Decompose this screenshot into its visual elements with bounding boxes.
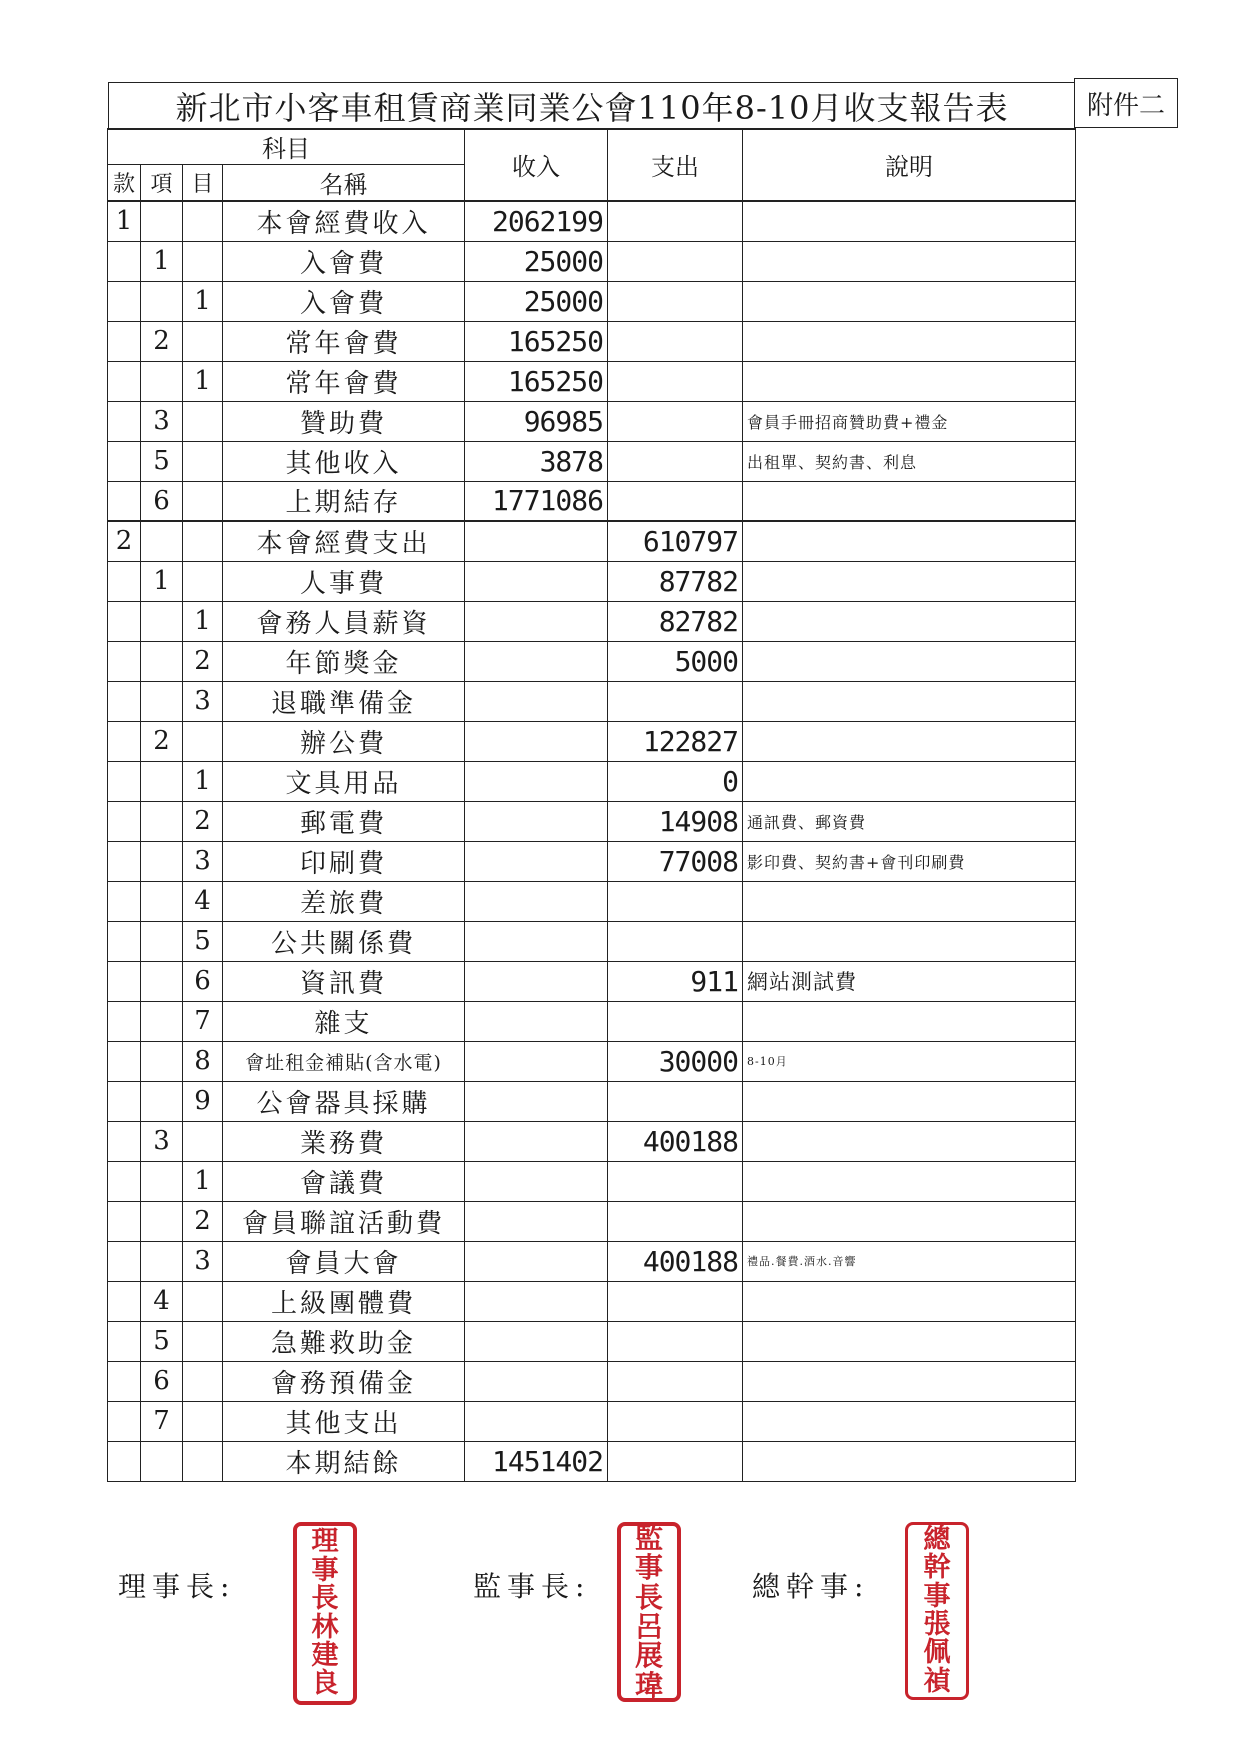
- table-row: [108, 601, 1076, 641]
- xiang-header: 項: [141, 165, 183, 202]
- expense-cell: [608, 1201, 743, 1241]
- table-row: [108, 721, 1076, 761]
- kuan-cell: [108, 1041, 141, 1081]
- mu-cell: 3: [183, 841, 223, 881]
- kuan-cell: [108, 241, 141, 281]
- mu-cell: 1: [183, 601, 223, 641]
- table-row: [108, 1161, 1076, 1201]
- mu-header: 目: [183, 165, 223, 202]
- kuan-cell: [108, 441, 141, 481]
- mu-cell: [183, 241, 223, 281]
- expense-cell: 77008: [608, 841, 743, 881]
- expense-cell: [608, 281, 743, 321]
- mu-cell: 2: [183, 1201, 223, 1241]
- xiang-cell: 5: [141, 441, 183, 481]
- expense-header: 支出: [608, 129, 743, 202]
- kuan-cell: [108, 1241, 141, 1281]
- table-row: [108, 1401, 1076, 1441]
- item-name-cell: 年節獎金: [223, 641, 465, 681]
- income-cell: [465, 641, 608, 681]
- xiang-cell: [141, 841, 183, 881]
- mu-cell: [183, 481, 223, 521]
- kuan-cell: 2: [108, 521, 141, 561]
- xiang-cell: [141, 201, 183, 241]
- xiang-cell: [141, 1161, 183, 1201]
- kuan-cell: [108, 1401, 141, 1441]
- item-name-cell: 本會經費支出: [223, 521, 465, 561]
- note-cell: [743, 601, 1076, 641]
- secretary-seal: 總 幹 事 張 佩 禎: [905, 1522, 969, 1700]
- item-name-cell: 人事費: [223, 561, 465, 601]
- expense-cell: [608, 1401, 743, 1441]
- kuan-cell: [108, 321, 141, 361]
- income-cell: [465, 761, 608, 801]
- xiang-cell: [141, 1041, 183, 1081]
- expense-cell: [608, 1281, 743, 1321]
- income-cell: [465, 1081, 608, 1121]
- income-cell: [465, 1201, 608, 1241]
- xiang-cell: [141, 521, 183, 561]
- expense-cell: [608, 321, 743, 361]
- expense-cell: 610797: [608, 521, 743, 561]
- item-name-cell: 郵電費: [223, 801, 465, 841]
- expense-cell: [608, 681, 743, 721]
- expense-cell: 5000: [608, 641, 743, 681]
- expense-cell: [608, 441, 743, 481]
- xiang-cell: 2: [141, 721, 183, 761]
- income-cell: [465, 561, 608, 601]
- expense-cell: [608, 1321, 743, 1361]
- expense-cell: 911: [608, 961, 743, 1001]
- note-cell: [743, 881, 1076, 921]
- expense-cell: [608, 481, 743, 521]
- note-cell: [743, 1401, 1076, 1441]
- mu-cell: [183, 1441, 223, 1481]
- mu-cell: [183, 561, 223, 601]
- xiang-cell: [141, 641, 183, 681]
- income-cell: [465, 841, 608, 881]
- note-cell: [743, 1361, 1076, 1401]
- kuan-cell: [108, 1201, 141, 1241]
- income-cell: 1451402: [465, 1441, 608, 1481]
- note-cell: [743, 321, 1076, 361]
- note-cell: [743, 361, 1076, 401]
- xiang-cell: [141, 801, 183, 841]
- income-cell: [465, 1001, 608, 1041]
- table-row: [108, 1321, 1076, 1361]
- table-row: [108, 1001, 1076, 1041]
- xiang-cell: 1: [141, 241, 183, 281]
- income-header: 收入: [465, 129, 608, 202]
- income-cell: 3878: [465, 441, 608, 481]
- expense-cell: 30000: [608, 1041, 743, 1081]
- subject-header: 科目: [108, 129, 465, 165]
- note-cell: [743, 201, 1076, 241]
- item-name-cell: 文具用品: [223, 761, 465, 801]
- income-cell: [465, 721, 608, 761]
- note-cell: [743, 1441, 1076, 1481]
- expense-cell: [608, 1001, 743, 1041]
- kuan-cell: [108, 681, 141, 721]
- expense-cell: [608, 1361, 743, 1401]
- xiang-cell: 2: [141, 321, 183, 361]
- table-row: [108, 521, 1076, 561]
- xiang-cell: [141, 761, 183, 801]
- table-row: [108, 961, 1076, 1001]
- mu-cell: 8: [183, 1041, 223, 1081]
- expense-cell: [608, 401, 743, 441]
- income-cell: [465, 1321, 608, 1361]
- xiang-cell: 5: [141, 1321, 183, 1361]
- expense-cell: [608, 361, 743, 401]
- note-cell: [743, 1081, 1076, 1121]
- item-name-cell: 差旅費: [223, 881, 465, 921]
- mu-cell: [183, 521, 223, 561]
- expense-cell: [608, 1161, 743, 1201]
- income-cell: [465, 961, 608, 1001]
- mu-cell: 1: [183, 761, 223, 801]
- chairman-seal: 理 事 長 林 建 良: [293, 1522, 357, 1705]
- table-row: [108, 841, 1076, 881]
- item-name-cell: 會務人員薪資: [223, 601, 465, 641]
- item-name-cell: 公會器具採購: [223, 1081, 465, 1121]
- expense-cell: [608, 241, 743, 281]
- note-cell: [743, 1321, 1076, 1361]
- note-cell: [743, 1201, 1076, 1241]
- table-row: [108, 281, 1076, 321]
- table-row: [108, 1081, 1076, 1121]
- mu-cell: [183, 401, 223, 441]
- table-row: [108, 481, 1076, 521]
- kuan-cell: [108, 641, 141, 681]
- xiang-cell: [141, 921, 183, 961]
- item-name-cell: 本會經費收入: [223, 201, 465, 241]
- kuan-cell: [108, 801, 141, 841]
- expense-cell: 400188: [608, 1241, 743, 1281]
- income-cell: [465, 1401, 608, 1441]
- item-name-cell: 上期結存: [223, 481, 465, 521]
- xiang-cell: 1: [141, 561, 183, 601]
- kuan-cell: [108, 1281, 141, 1321]
- mu-cell: [183, 201, 223, 241]
- kuan-cell: 1: [108, 201, 141, 241]
- xiang-cell: [141, 281, 183, 321]
- item-name-cell: 公共關係費: [223, 921, 465, 961]
- item-name-cell: 印刷費: [223, 841, 465, 881]
- mu-cell: 2: [183, 801, 223, 841]
- item-name-cell: 其他收入: [223, 441, 465, 481]
- table-row: [108, 441, 1076, 481]
- table-row: [108, 401, 1076, 441]
- xiang-cell: 6: [141, 1361, 183, 1401]
- report-title: 新北市小客車租賃商業同業公會110年8-10月收支報告表: [108, 82, 1075, 130]
- supervisor-seal: 監 事 長 呂 展 瑋: [617, 1522, 681, 1702]
- income-expense-table: [107, 128, 1076, 1482]
- table-row: [108, 921, 1076, 961]
- kuan-cell: [108, 361, 141, 401]
- item-name-cell: 常年會費: [223, 361, 465, 401]
- note-cell: 禮品.餐費.酒水.音響: [743, 1241, 1076, 1281]
- note-cell: [743, 281, 1076, 321]
- xiang-cell: [141, 1001, 183, 1041]
- xiang-cell: 3: [141, 401, 183, 441]
- note-cell: [743, 721, 1076, 761]
- kuan-cell: [108, 561, 141, 601]
- item-name-cell: 會員聯誼活動費: [223, 1201, 465, 1241]
- xiang-cell: 6: [141, 481, 183, 521]
- item-name-cell: 會議費: [223, 1161, 465, 1201]
- note-cell: 8-10月: [743, 1041, 1076, 1081]
- xiang-cell: [141, 1201, 183, 1241]
- xiang-cell: [141, 601, 183, 641]
- mu-cell: 1: [183, 281, 223, 321]
- item-name-cell: 雜支: [223, 1001, 465, 1041]
- expense-cell: [608, 201, 743, 241]
- kuan-cell: [108, 1441, 141, 1481]
- income-cell: 1771086: [465, 481, 608, 521]
- income-cell: [465, 881, 608, 921]
- attachment-label: 附件二: [1074, 78, 1178, 128]
- kuan-cell: [108, 1321, 141, 1361]
- kuan-header: 款: [108, 165, 141, 202]
- expense-cell: [608, 921, 743, 961]
- xiang-cell: [141, 1241, 183, 1281]
- kuan-cell: [108, 841, 141, 881]
- kuan-cell: [108, 1081, 141, 1121]
- kuan-cell: [108, 281, 141, 321]
- table-row: [108, 801, 1076, 841]
- note-cell: [743, 921, 1076, 961]
- income-cell: 2062199: [465, 201, 608, 241]
- note-cell: 影印費、契約書+會刊印刷費: [743, 841, 1076, 881]
- table-row: [108, 1241, 1076, 1281]
- item-name-cell: 本期結餘: [223, 1441, 465, 1481]
- income-cell: [465, 521, 608, 561]
- mu-cell: 2: [183, 641, 223, 681]
- mu-cell: [183, 721, 223, 761]
- note-cell: 通訊費、郵資費: [743, 801, 1076, 841]
- kuan-cell: [108, 1361, 141, 1401]
- mu-cell: 1: [183, 361, 223, 401]
- income-cell: 96985: [465, 401, 608, 441]
- income-cell: [465, 1121, 608, 1161]
- item-name-cell: 入會費: [223, 241, 465, 281]
- mu-cell: 3: [183, 1241, 223, 1281]
- note-cell: [743, 241, 1076, 281]
- note-cell: [743, 1161, 1076, 1201]
- item-name-cell: 常年會費: [223, 321, 465, 361]
- item-name-cell: 其他支出: [223, 1401, 465, 1441]
- mu-cell: [183, 1321, 223, 1361]
- xiang-cell: [141, 961, 183, 1001]
- kuan-cell: [108, 1001, 141, 1041]
- xiang-cell: [141, 361, 183, 401]
- kuan-cell: [108, 961, 141, 1001]
- item-name-cell: 入會費: [223, 281, 465, 321]
- note-cell: 會員手冊招商贊助費+禮金: [743, 401, 1076, 441]
- note-cell: [743, 521, 1076, 561]
- mu-cell: [183, 321, 223, 361]
- table-row: [108, 1281, 1076, 1321]
- note-cell: [743, 1001, 1076, 1041]
- item-name-cell: 急難救助金: [223, 1321, 465, 1361]
- income-cell: [465, 921, 608, 961]
- income-cell: [465, 801, 608, 841]
- expense-cell: 82782: [608, 601, 743, 641]
- item-name-cell: 辦公費: [223, 721, 465, 761]
- table-row: [108, 881, 1076, 921]
- table-row: [108, 561, 1076, 601]
- income-cell: [465, 681, 608, 721]
- mu-cell: [183, 1401, 223, 1441]
- name-header: 名稱: [223, 165, 465, 202]
- expense-cell: [608, 1441, 743, 1481]
- secretary-label: 總幹事:: [752, 1570, 870, 1603]
- income-cell: 165250: [465, 361, 608, 401]
- item-name-cell: 資訊費: [223, 961, 465, 1001]
- mu-cell: [183, 1121, 223, 1161]
- note-cell: [743, 761, 1076, 801]
- xiang-cell: 3: [141, 1121, 183, 1161]
- chairman-label: 理事長:: [118, 1570, 236, 1603]
- income-cell: [465, 1161, 608, 1201]
- table-row: [108, 201, 1076, 241]
- mu-cell: 6: [183, 961, 223, 1001]
- table-row: [108, 1201, 1076, 1241]
- kuan-cell: [108, 601, 141, 641]
- table-row: [108, 761, 1076, 801]
- mu-cell: 5: [183, 921, 223, 961]
- xiang-cell: 7: [141, 1401, 183, 1441]
- expense-cell: 400188: [608, 1121, 743, 1161]
- table-row: [108, 1441, 1076, 1481]
- mu-cell: 9: [183, 1081, 223, 1121]
- xiang-cell: [141, 1441, 183, 1481]
- expense-cell: 14908: [608, 801, 743, 841]
- table-row: [108, 241, 1076, 281]
- income-cell: [465, 601, 608, 641]
- mu-cell: 7: [183, 1001, 223, 1041]
- note-header: 說明: [743, 129, 1076, 202]
- mu-cell: 3: [183, 681, 223, 721]
- xiang-cell: [141, 881, 183, 921]
- note-cell: 網站測試費: [743, 961, 1076, 1001]
- item-name-cell: 會員大會: [223, 1241, 465, 1281]
- note-cell: [743, 641, 1076, 681]
- kuan-cell: [108, 761, 141, 801]
- item-name-cell: 上級團體費: [223, 1281, 465, 1321]
- income-cell: 165250: [465, 321, 608, 361]
- expense-cell: [608, 1081, 743, 1121]
- item-name-cell: 會址租金補貼(含水電): [223, 1041, 465, 1081]
- expense-cell: 122827: [608, 721, 743, 761]
- item-name-cell: 業務費: [223, 1121, 465, 1161]
- income-cell: 25000: [465, 241, 608, 281]
- kuan-cell: [108, 401, 141, 441]
- note-cell: [743, 1281, 1076, 1321]
- supervisor-label: 監事長:: [473, 1570, 591, 1603]
- table-row: [108, 1361, 1076, 1401]
- kuan-cell: [108, 1161, 141, 1201]
- expense-cell: 87782: [608, 561, 743, 601]
- item-name-cell: 退職準備金: [223, 681, 465, 721]
- income-cell: [465, 1361, 608, 1401]
- table-row: [108, 1041, 1076, 1081]
- table-row: [108, 1121, 1076, 1161]
- kuan-cell: [108, 881, 141, 921]
- mu-cell: [183, 441, 223, 481]
- kuan-cell: [108, 721, 141, 761]
- mu-cell: 1: [183, 1161, 223, 1201]
- income-cell: [465, 1041, 608, 1081]
- kuan-cell: [108, 921, 141, 961]
- item-name-cell: 贊助費: [223, 401, 465, 441]
- xiang-cell: [141, 681, 183, 721]
- income-cell: [465, 1241, 608, 1281]
- mu-cell: 4: [183, 881, 223, 921]
- xiang-cell: [141, 1081, 183, 1121]
- note-cell: 出租單、契約書、利息: [743, 441, 1076, 481]
- note-cell: [743, 561, 1076, 601]
- mu-cell: [183, 1361, 223, 1401]
- table-row: [108, 641, 1076, 681]
- table-row: [108, 361, 1076, 401]
- xiang-cell: 4: [141, 1281, 183, 1321]
- mu-cell: [183, 1281, 223, 1321]
- income-cell: [465, 1281, 608, 1321]
- note-cell: [743, 481, 1076, 521]
- income-cell: 25000: [465, 281, 608, 321]
- expense-cell: [608, 881, 743, 921]
- item-name-cell: 會務預備金: [223, 1361, 465, 1401]
- table-row: [108, 321, 1076, 361]
- kuan-cell: [108, 481, 141, 521]
- note-cell: [743, 1121, 1076, 1161]
- table-row: [108, 681, 1076, 721]
- note-cell: [743, 681, 1076, 721]
- kuan-cell: [108, 1121, 141, 1161]
- expense-cell: 0: [608, 761, 743, 801]
